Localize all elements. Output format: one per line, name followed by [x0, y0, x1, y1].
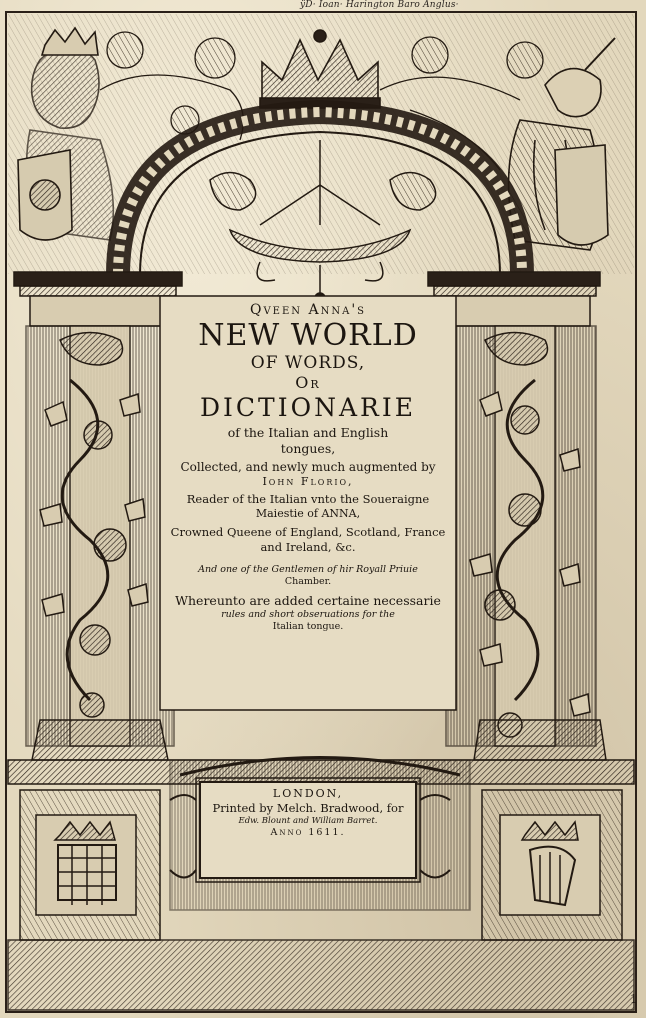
- title-line-author: Iohn Florio,: [262, 475, 354, 488]
- title-line-new-world: NEW WORLD: [198, 318, 418, 353]
- left-column: [14, 272, 182, 760]
- title-line-whereunto: Whereunto are added certaine necessarie: [175, 593, 441, 608]
- title-line-or: Or: [295, 373, 321, 392]
- title-line-queen: Qveen Anna's: [249, 302, 367, 318]
- title-line-ireland: and Ireland, &c.: [260, 540, 356, 554]
- title-line-reader: Reader of the Italian vnto the Soueraigne: [186, 492, 430, 506]
- title-line-italian-tongue: Italian tongue.: [272, 621, 344, 632]
- title-block: [163, 300, 453, 706]
- imprint-cartouche: [205, 785, 411, 873]
- imprint-year: Anno 1611.: [270, 827, 346, 838]
- portcullis-badge: [36, 815, 136, 915]
- title-line-maiestie: Maiestie of ANNA,: [255, 507, 361, 520]
- harp-badge: [500, 815, 600, 915]
- title-line-rules: rules and short obseruations for the: [221, 609, 395, 620]
- title-line-dictionarie: DICTIONARIE: [200, 393, 416, 422]
- imprint-printer: Printed by Melch. Bradwood, for: [212, 801, 404, 815]
- imprint-booksellers: Edw. Blount and William Barret.: [238, 816, 378, 826]
- title-line-gentlemen: And one of the Gentlemen of hir Royall Priuie: [198, 564, 418, 575]
- imprint-london: LONDON,: [272, 787, 344, 800]
- title-line-chamber: Chamber.: [284, 576, 332, 587]
- title-line-collected: Collected, and newly much augmented by: [180, 460, 436, 474]
- title-line-tongues: tongues,: [280, 441, 336, 456]
- ownership-signature: ÿD· Ioan· Harington Baro Anglus·: [300, 0, 459, 10]
- title-line-languages: of the Italian and English: [227, 425, 389, 440]
- title-line-crowned: Crowned Queene of England, Scotland, France: [170, 525, 446, 539]
- title-line-of-words: OF WORDS,: [250, 353, 366, 373]
- page-number: 1: [630, 992, 638, 1006]
